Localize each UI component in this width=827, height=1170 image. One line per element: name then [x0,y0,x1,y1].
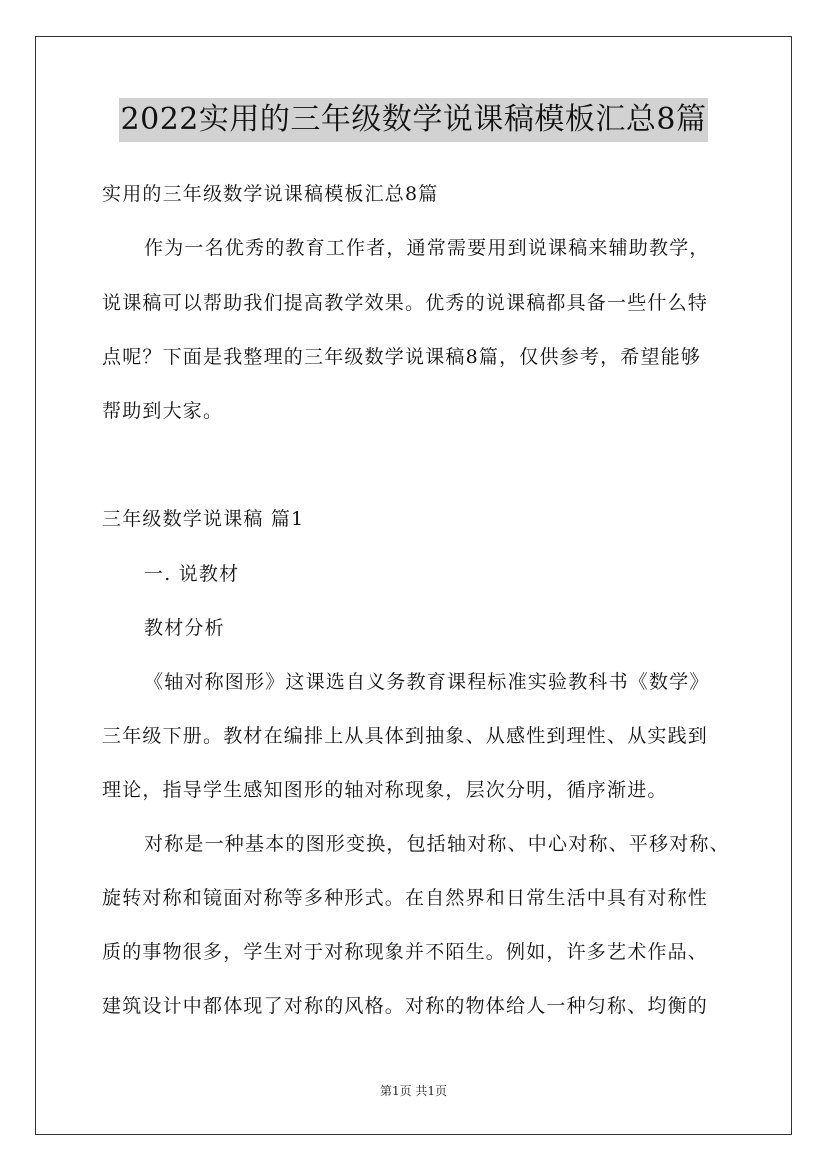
document-subtitle: 实用的三年级数学说课稿模板汇总8篇 [102,183,439,205]
subsubsection-heading: 教材分析 [144,617,225,639]
intro-line-4: 帮助到大家。 [102,400,224,422]
intro-line-3: 点呢？下面是我整理的三年级数学说课稿8篇，仅供参考，希望能够 [102,346,702,368]
intro-line-1: 作为一名优秀的教育工作者，通常需要用到说课稿来辅助教学， [144,237,710,259]
intro-line-2: 说课稿可以帮助我们提高教学效果。优秀的说课稿都具备一些什么特 [102,292,709,314]
paragraph2-line-2: 旋转对称和镜面对称等多种形式。在自然界和日常生活中具有对称性 [102,887,709,909]
paragraph2-line-3: 质的事物很多，学生对于对称现象并不陌生。例如，许多艺术作品、 [102,941,709,963]
section-heading: 三年级数学说课稿 篇1 [102,508,305,530]
paragraph1-line-3: 理论，指导学生感知图形的轴对称现象，层次分明，循序渐进。 [102,779,668,801]
subsection-heading: 一. 说教材 [144,563,240,585]
title-container [0,98,827,142]
paragraph1-line-1: 《轴对称图形》这课选自义务教育课程标准实验教科书《数学》 [144,671,710,693]
paragraph2-line-4: 建筑设计中都体现了对称的风格。对称的物体给人一种匀称、均衡的 [102,995,709,1017]
document-title: 2022实用的三年级数学说课稿模板汇总8篇 [119,98,709,142]
paragraph1-line-2: 三年级下册。教材在编排上从具体到抽象、从感性到理性、从实践到 [102,725,709,747]
paragraph2-line-1: 对称是一种基本的图形变换，包括轴对称、中心对称、平移对称、 [144,833,730,855]
page-number-footer: 第1页 共1页 [379,1084,448,1098]
